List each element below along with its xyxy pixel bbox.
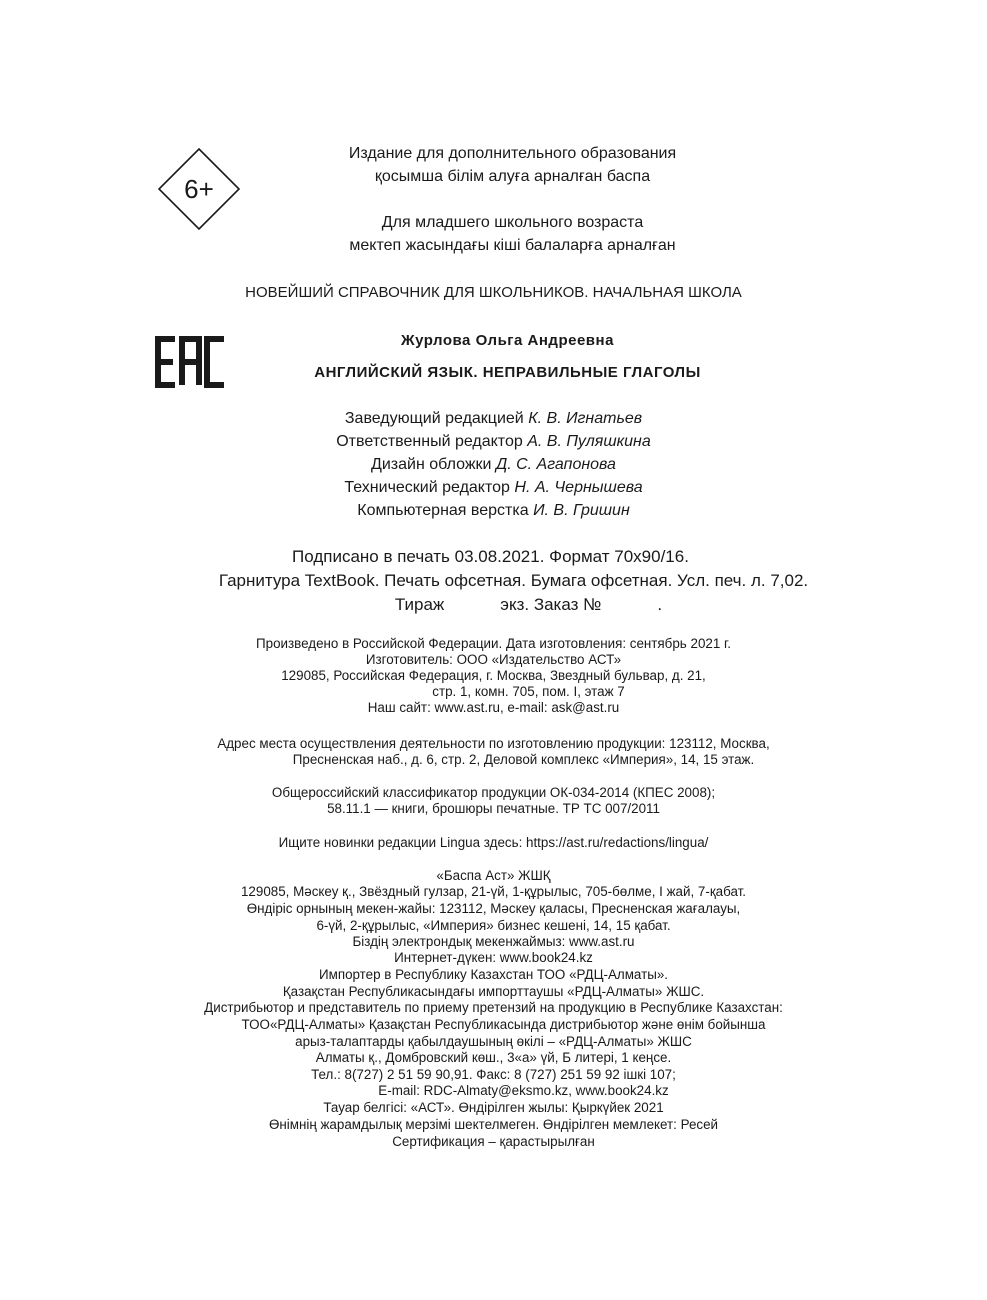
credit-role: Ответственный редактор: [336, 433, 523, 450]
kz-line: «Баспа Аст» ЖШҚ: [436, 868, 551, 883]
kz-line: Тел.: 8(727) 2 51 59 90,91. Факс: 8 (727) 251 59 92 ішкі 107;: [311, 1067, 676, 1082]
kz-line: Қазақстан Республикасындағы импорттаушы «РДЦ-Алматы» ЖШС.: [282, 984, 705, 999]
kz-line: Өнімнің жарамдылық мерзімі шектелмеген. Өндірілген мемлекет: Ресей: [268, 1117, 719, 1132]
order-label: экз. Заказ №: [500, 595, 602, 614]
kz-line: ТОО«РДЦ-Алматы» Қазақстан Республикасында дистрибьютор және өнім бойынша: [241, 1017, 766, 1032]
kz-line: Тауар белгісі: «АСТ». Өндірілген жылы: Қыркүйек 2021: [323, 1100, 664, 1115]
credit-person: Н. А. Чернышева: [514, 479, 643, 496]
kz-line: 6-үй, 2-құрылыс, «Империя» бизнес кешені, 14, 15 қабат.: [316, 918, 671, 933]
print-info-line1: Подписано в печать 03.08.2021. Формат 70х90/16.: [292, 547, 689, 566]
age-kz: мектеп жасындағы кіші балаларға арналған: [349, 237, 676, 254]
kz-line: Сертификация – қарастырылған: [392, 1134, 595, 1149]
kz-line: Біздің электрондық мекенжаймыз: www.ast.ru: [352, 934, 635, 949]
author-name: Журлова Ольга Андреевна: [401, 332, 614, 349]
series-title: НОВЕЙШИЙ СПРАВОЧНИК ДЛЯ ШКОЛЬНИКОВ. НАЧАЛЬНАЯ ШКОЛА: [245, 284, 742, 301]
manufacturer-line: Произведено в Российской Федерации. Дата изготовления: сентябрь 2021 г.: [256, 636, 731, 651]
credit-person: А. В. Пуляшкина: [527, 433, 651, 450]
credit-role: Компьютерная верстка: [357, 502, 529, 519]
credit-person: И. В. Гришин: [533, 502, 630, 519]
manufacturer-line: 129085, Российская Федерация, г. Москва, Звездный бульвар, д. 21,: [281, 668, 706, 683]
credit-role: Технический редактор: [344, 479, 510, 496]
print-info-line3: [0, 595, 987, 615]
manufacturer-line: стр. 1, комн. 705, пом. I, этаж 7: [432, 684, 625, 699]
kz-line: Интернет-дүкен: www.book24.kz: [394, 950, 593, 965]
age-ru: Для младшего школьного возраста: [381, 214, 644, 231]
kz-line: Импортер в Республику Казахстан ТОО «РДЦ-Алматы».: [318, 967, 669, 982]
credit-person: Д. С. Агапонова: [495, 456, 616, 473]
kz-line: 129085, Мәскеу қ., Звёздный гулзар, 21-үй, 1-құрылыс, 705-бөлме, I жай, 7-қабат.: [240, 884, 747, 899]
manufacturer-line: Наш сайт: www.ast.ru, e-mail: ask@ast.ru: [367, 700, 620, 715]
credit-line: [0, 502, 987, 520]
credit-line: [0, 479, 987, 497]
manufacturer-line: Изготовитель: ООО «Издательство АСТ»: [365, 652, 622, 667]
book-title: АНГЛИЙСКИЙ ЯЗЫК. НЕПРАВИЛЬНЫЕ ГЛАГОЛЫ: [314, 364, 701, 381]
age-rating-text: 6+: [184, 174, 214, 204]
print-run-label: Тираж: [394, 595, 445, 614]
classifier-line: Общероссийский классификатор продукции ОК-034-2014 (КПЕС 2008);: [271, 785, 716, 800]
edition-ru: Издание для дополнительного образования: [348, 145, 677, 162]
credit-person: К. В. Игнатьев: [528, 410, 643, 427]
credit-line: [0, 456, 987, 474]
classifier-line: 58.11.1 — книги, брошюры печатные. ТР ТС 007/2011: [327, 801, 660, 816]
kz-line: E-mail: RDC-Almaty@eksmo.kz, www.book24.kz: [378, 1083, 669, 1098]
edition-kz: қосымша білім алуға арналған баспа: [374, 168, 651, 185]
kz-line: Дистрибьютор и представитель по приему претензий на продукцию в Республике Казахстан:: [204, 1000, 783, 1015]
address-line: Адрес места осуществления деятельности по изготовлению продукции: 123112, Москва,: [217, 736, 770, 751]
lingua-link-text: Ищите новинки редакции Lingua здесь: https://ast.ru/redactions/lingua/: [278, 835, 709, 850]
credit-line: [0, 433, 987, 451]
credit-role: Заведующий редакцией: [344, 410, 524, 427]
address-line: Пресненская наб., д. 6, стр. 2, Деловой комплекс «Империя», 14, 15 этаж.: [292, 752, 755, 767]
order-end: .: [657, 595, 663, 614]
kz-line: Өндіріс орнының мекен-жайы: 123112, Мәскеу қаласы, Пресненская жағалауы,: [246, 901, 741, 916]
kz-line: арыз-талаптарды қабылдаушының өкілі – «РДЦ-Алматы» ЖШС: [295, 1034, 692, 1049]
print-info-line2: Гарнитура TextBook. Печать офсетная. Бумага офсетная. Усл. печ. л. 7,02.: [218, 571, 809, 590]
kz-line: Алматы қ., Домбровский көш., 3«а» үй, Б литері, 1 кеңсе.: [315, 1050, 672, 1065]
credit-role: Дизайн обложки: [371, 456, 492, 473]
credit-line: [0, 410, 987, 428]
